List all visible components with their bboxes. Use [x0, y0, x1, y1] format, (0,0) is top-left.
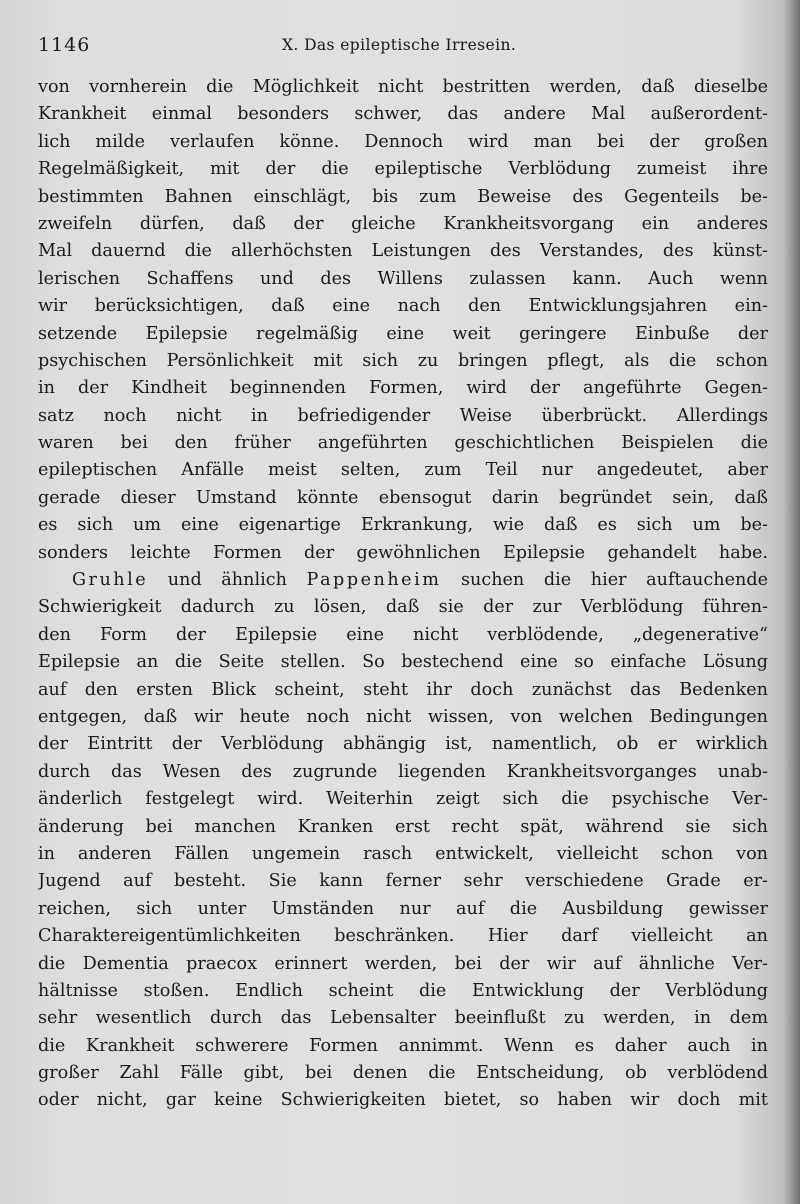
text-line: Regelmäßigkeit, mit der die epileptische Verblödung zumeist ihre — [38, 159, 768, 180]
text-line: reichen, sich unter Umständen nur auf die Ausbildung gewisser — [38, 898, 768, 919]
text-line: gerade dieser Umstand könnte ebensogut darin begründet sein, daß — [38, 487, 768, 508]
text-line: in der Kindheit beginnenden Formen, wird der angeführte Gegen- — [38, 378, 768, 399]
text-line: Mal dauernd die allerhöchsten Leistungen des Verstandes, des künst- — [38, 241, 768, 262]
text-line: Charaktereigentümlichkeiten beschränken. Hier darf vielleicht an — [38, 926, 768, 947]
author-name-gruhle: Gruhle — [72, 570, 149, 591]
text-line: Schwierigkeit dadurch zu lösen, daß sie der zur Verblödung führen- — [38, 597, 768, 618]
text-line: satz noch nicht in befriedigender Weise überbrückt. Allerdings — [38, 405, 768, 426]
paragraph-2 — [38, 567, 768, 1115]
text-line: oder nicht, gar keine Schwierigkeiten bietet, so haben wir doch mit — [38, 1090, 768, 1111]
text-line-first — [38, 567, 768, 594]
text-line: es sich um eine eigenartige Erkrankung, wie daß es sich um be- — [38, 515, 768, 536]
text-line: zweifeln dürfen, daß der gleiche Krankheitsvorgang ein anderes — [38, 213, 768, 234]
chapter-title: X. Das epileptische Irresein. — [282, 36, 517, 54]
text-line: änderlich festgelegt wird. Weiterhin zeigt sich die psychische Ver- — [38, 789, 768, 810]
text-line: lerischen Schaffens und des Willens zulassen kann. Auch wenn — [38, 268, 768, 289]
text-line: entgegen, daß wir heute noch nicht wissen, von welchen Bedingungen — [38, 706, 768, 727]
text-line: epileptischen Anfälle meist selten, zum Teil nur angedeutet, aber — [38, 460, 768, 481]
text-line: auf den ersten Blick scheint, steht ihr doch zunächst das Bedenken — [38, 679, 768, 700]
text-line: sehr wesentlich durch das Lebensalter beeinflußt zu werden, in dem — [38, 1008, 768, 1029]
text-fragment: suchen die hier auftauchende — [441, 570, 768, 591]
text-line: wir berücksichtigen, daß eine nach den Entwicklungsjahren ein- — [38, 296, 768, 317]
text-line: in anderen Fällen ungemein rasch entwickelt, vielleicht schon von — [38, 843, 768, 864]
text-line: bestimmten Bahnen einschlägt, bis zum Beweise des Gegenteils be- — [38, 186, 768, 207]
author-name-pappenheim: Pappenheim — [306, 570, 442, 591]
text-line: hältnisse stoßen. Endlich scheint die Entwicklung der Verblödung — [38, 980, 768, 1001]
text-line: den Form der Epilepsie eine nicht verblödende, „degenerative“ — [38, 624, 768, 645]
text-line: die Krankheit schwerere Formen annimmt. Wenn es daher auch in — [38, 1035, 768, 1056]
running-head — [38, 34, 768, 58]
text-fragment: und ähnlich — [148, 570, 307, 591]
text-line: der Eintritt der Verblödung abhängig ist, namentlich, ob er wirklich — [38, 734, 768, 755]
text-line: Krankheit einmal besonders schwer, das andere Mal außerordent- — [38, 104, 768, 125]
text-line: durch das Wesen des zugrunde liegenden Krankheitsvorganges unab- — [38, 761, 768, 782]
text-line: waren bei den früher angeführten geschichtlichen Beispielen die — [38, 433, 768, 454]
text-line: Jugend auf besteht. Sie kann ferner sehr verschiedene Grade er- — [38, 871, 768, 892]
text-line: Epilepsie an die Seite stellen. So bestechend eine so einfache Lösung — [38, 652, 768, 673]
text-line: psychischen Persönlichkeit mit sich zu bringen pflegt, als die schon — [38, 350, 768, 371]
text-line: die Dementia praecox erinnert werden, bei der wir auf ähnliche Ver- — [38, 953, 768, 974]
paragraph-1 — [38, 74, 768, 567]
text-line: großer Zahl Fälle gibt, bei denen die Entscheidung, ob verblödend — [38, 1063, 768, 1084]
text-line: von vornherein die Möglichkeit nicht bestritten werden, daß dieselbe — [38, 77, 768, 97]
body-text — [38, 74, 768, 1115]
text-line: sonders leichte Formen der gewöhnlichen Epilepsie gehandelt habe. — [38, 542, 768, 563]
text-line: lich milde verlaufen könne. Dennoch wird man bei der großen — [38, 131, 768, 152]
text-line: änderung bei manchen Kranken erst recht spät, während sie sich — [38, 816, 768, 837]
text-line: setzende Epilepsie regelmäßig eine weit geringere Einbuße der — [38, 323, 768, 344]
page-number: 1146 — [38, 34, 91, 56]
